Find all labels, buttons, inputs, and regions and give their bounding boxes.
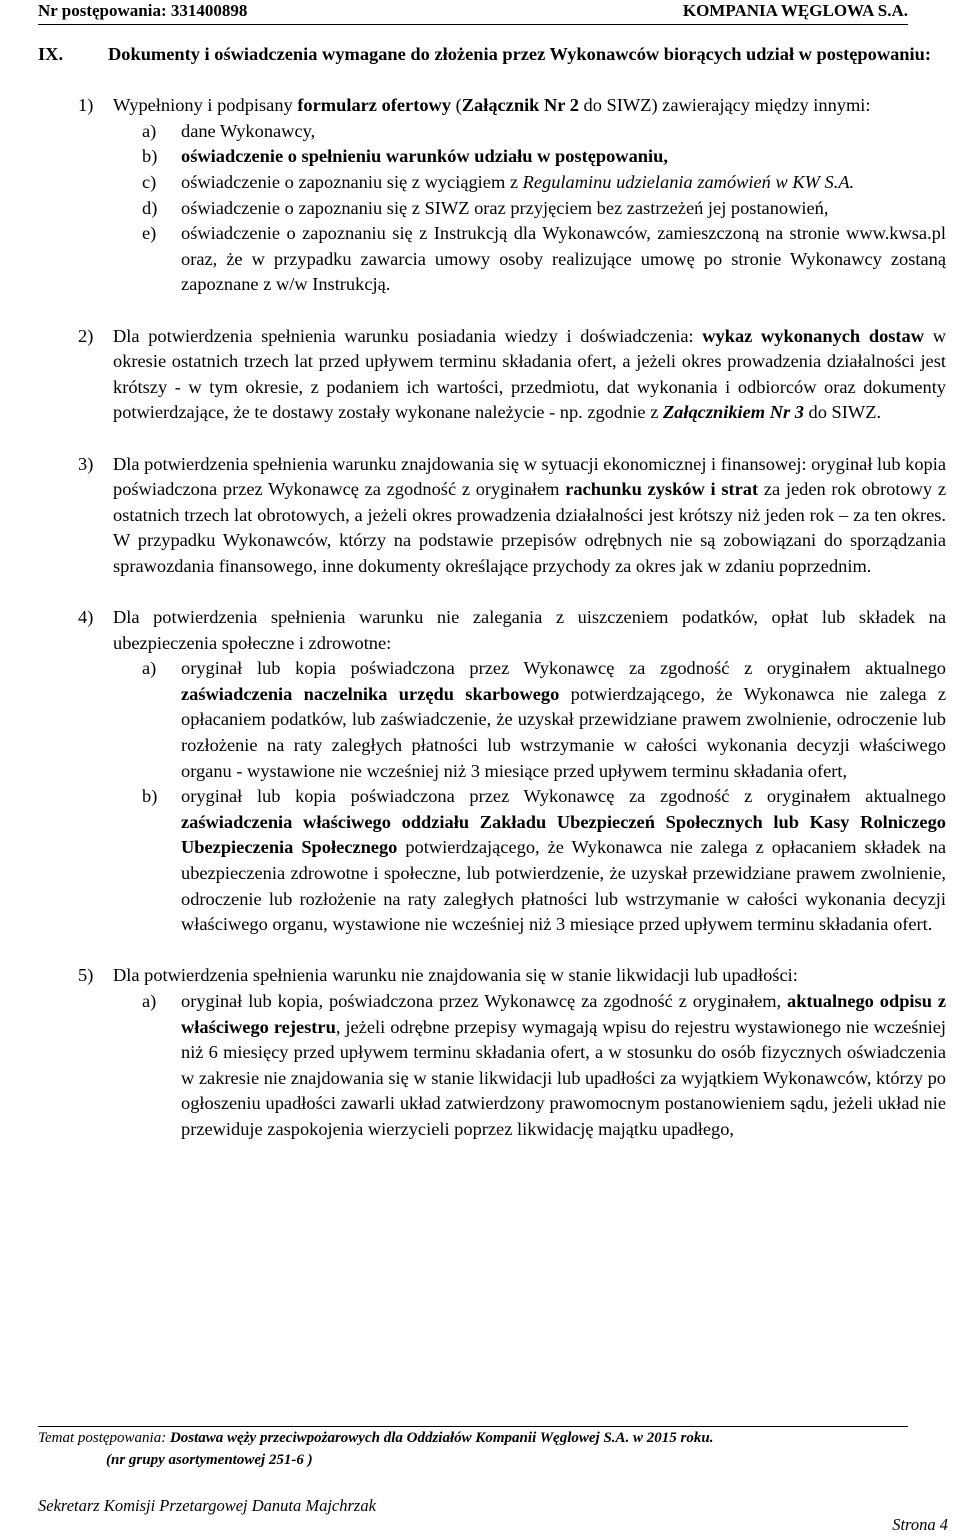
item-number: 4) — [78, 607, 94, 628]
text-run: oryginał lub kopia poświadczona przez Wykonawcę za zgodność z oryginałem aktualnego — [181, 786, 946, 807]
text-run: wykaz wykonanych dostaw — [702, 325, 925, 346]
requirement-subitem — [38, 784, 946, 938]
text-run: oryginał lub kopia poświadczona przez Wykonawcę za zgodność z oryginałem aktualnego — [181, 658, 946, 679]
text-run: do SIWZ. — [803, 402, 882, 423]
text-run: oświadczenie o zapoznaniu się z Instrukcją dla Wykonawców, zamieszczoną na stronie www.kwsa.pl oraz, że w przypadku zawarcia umowy osoby realizujące umowę po stronie Wykonawcy zostaną zapoznane z w/w Instrukcją. — [181, 223, 946, 295]
text-run: Załącznik Nr 2 — [461, 95, 579, 116]
text-run: aktualnego odpisu z właściwego rejestru — [181, 990, 946, 1037]
section-heading — [38, 42, 946, 68]
footer-topic-title: Dostawa węży przeciwpożarowych dla Oddziałów Kompanii Węglowej S.A. w 2015 roku. — [169, 1430, 714, 1446]
page-footer — [38, 1426, 908, 1471]
requirement-item — [38, 324, 946, 426]
item-number: 2) — [78, 325, 94, 346]
text-run: dane Wykonawcy, — [181, 120, 316, 141]
text-run: , jeżeli odrębne przepisy wymagają wpisu do rejestru wystawionego nie wcześniej niż 6 miesięcy przed upływem terminu składania ofert, a w stosunku do osób fizycznych oświadczenia w zakresie nie znajdowania się w stanie likwidacji lub upadłości za wyjątkiem Wykonawców, którzy po ogłoszeniu upadłości zawarli układ zatwierdzony prawomocnym postanowieniem sądu, jeżeli układ nie przewiduje zaspokojenia wierzycieli poprzez likwidację majątku upadłego, — [181, 1016, 946, 1139]
page-header — [38, 0, 908, 25]
requirement-subitem — [38, 656, 946, 784]
text-run: Dla potwierdzenia spełnienia warunku nie zalegania z uiszczeniem podatków, opłat lub składek na ubezpieczenia społeczne i zdrowotne: — [113, 607, 946, 653]
text-run: Załącznikiem Nr 3 — [662, 402, 804, 423]
subitem-letter: b) — [142, 146, 158, 167]
subitem-letter: c) — [142, 171, 157, 192]
requirement-subitem — [38, 196, 946, 222]
section-title: Dokumenty i oświadczenia wymagane do złożenia przez Wykonawców biorących udział w postępowaniu: — [108, 44, 931, 64]
requirements-list — [38, 93, 946, 1142]
text-run: Dla potwierdzenia spełnienia warunku nie znajdowania się w stanie likwidacji lub upadłości: — [113, 965, 798, 986]
subitem-letter: b) — [142, 786, 158, 807]
text-run: oświadczenie o zapoznaniu się z wyciągiem z — [181, 171, 523, 192]
requirement-item — [38, 93, 946, 119]
footer-group-number — [38, 1449, 908, 1471]
item-number: 1) — [78, 95, 94, 116]
requirement-item — [38, 452, 946, 580]
text-run: Dla potwierdzenia spełnienia warunku znajdowania się w sytuacji ekonomicznej i finansowej: oryginał lub kopia poświadczona przez Wykonawcę za zgodność z oryginałem — [113, 453, 946, 500]
text-run: ( — [451, 95, 462, 116]
text-run: za jeden rok obrotowy z ostatnich trzech lat obrotowych, a jeżeli okres prowadzenia działalności jest krótszy niż jeden rok – za ten okres. W przypadku Wykonawców, którzy na podstawie przepisów odrębnych nie są zobowiązani do sporządzania sprawozdania finansowego, inne dokumenty określające przychody za okres jak w zdaniu poprzednim. — [113, 479, 947, 576]
text-run: Dla potwierdzenia spełnienia warunku posiadania wiedzy i doświadczenia: — [113, 325, 703, 346]
footer-group-number-text: (nr grupy asortymentowej 251-6 ) — [106, 1452, 313, 1468]
footer-topic — [38, 1427, 908, 1449]
subitem-letter: a) — [142, 990, 157, 1011]
company-name: KOMPANIA WĘGLOWA S.A. — [682, 1, 908, 20]
text-run: w okresie ostatnich trzech lat przed upływem terminu składania ofert, a jeżeli okres prowadzenia działalności jest krótszy - w tym okresie, z podaniem ich wartości, przedmiotu, dat wykonania i odbiorców oraz dokumenty potwierdzające, że te dostawy zostały wykonane należycie - np. zgodnie z — [113, 325, 946, 423]
text-run: oryginał lub kopia, poświadczona przez Wykonawcę za zgodność z oryginałem, — [181, 990, 788, 1011]
text-run: potwierdzającego, że Wykonawca nie zalega z opłacaniem podatków, lub zaświadczenie, że uzyskał przewidziane prawem zwolnienie, odroczenie lub rozłożenie na raty zaległych płatności lub wstrzymanie w całości wykonania decyzji właściwego organu - wystawione nie wcześniej niż 3 miesiące przed upływem terminu składania ofert, — [181, 683, 946, 781]
requirement-subitem — [38, 170, 946, 196]
subitem-letter: e) — [142, 223, 157, 244]
text-run: formularz ofertowy — [297, 95, 452, 116]
text-run: zaświadczenia właściwego oddziału Zakładu Ubezpieczeń Społecznych lub Kasy Rolniczego Ubezpieczenia Społecznego — [181, 811, 946, 858]
requirement-item — [38, 963, 946, 989]
subitem-letter: d) — [142, 197, 158, 218]
item-number: 3) — [78, 453, 94, 474]
text-run: rachunku zysków i strat — [565, 479, 759, 500]
section-number: IX. — [38, 44, 64, 64]
document-body — [38, 42, 946, 1143]
text-run: potwierdzającego, że Wykonawca nie zalega z opłacaniem składek na ubezpieczenia zdrowotne i społeczne, lub potwierdzenie, że uzyskał przewidziane prawem zwolnienie, odroczenie lub rozłożenie na raty zaległych płatności lub wstrzymanie w całości wykonania decyzji właściwego organu, wystawione nie wcześniej niż 3 miesiące przed upływem terminu składania ofert. — [181, 837, 947, 935]
subitem-letter: a) — [142, 120, 157, 141]
footer-topic-label: Temat postępowania: — [38, 1430, 170, 1446]
page-number: Strona 4 — [892, 1515, 948, 1534]
requirement-subitem — [38, 144, 946, 170]
text-run: oświadczenie o spełnieniu warunków udziału w postępowaniu, — [181, 146, 668, 167]
case-number: Nr postępowania: 331400898 — [38, 1, 248, 20]
requirement-item — [38, 605, 946, 656]
subitem-letter: a) — [142, 658, 157, 679]
text-run: Regulaminu udzielania zamówień w KW S.A. — [522, 171, 855, 192]
signature-line: Sekretarz Komisji Przetargowej Danuta Majchrzak — [38, 1496, 376, 1515]
text-run: oświadczenie o zapoznaniu się z SIWZ oraz przyjęciem bez zastrzeżeń jej postanowień, — [181, 197, 829, 218]
requirement-subitem — [38, 221, 946, 298]
text-run: Wypełniony i podpisany — [113, 95, 298, 116]
requirement-subitem — [38, 119, 946, 145]
item-number: 5) — [78, 965, 94, 986]
text-run: do SIWZ) zawierający między innymi: — [578, 95, 871, 116]
text-run: zaświadczenia naczelnika urzędu skarbowego — [181, 683, 560, 704]
requirement-subitem — [38, 989, 946, 1143]
